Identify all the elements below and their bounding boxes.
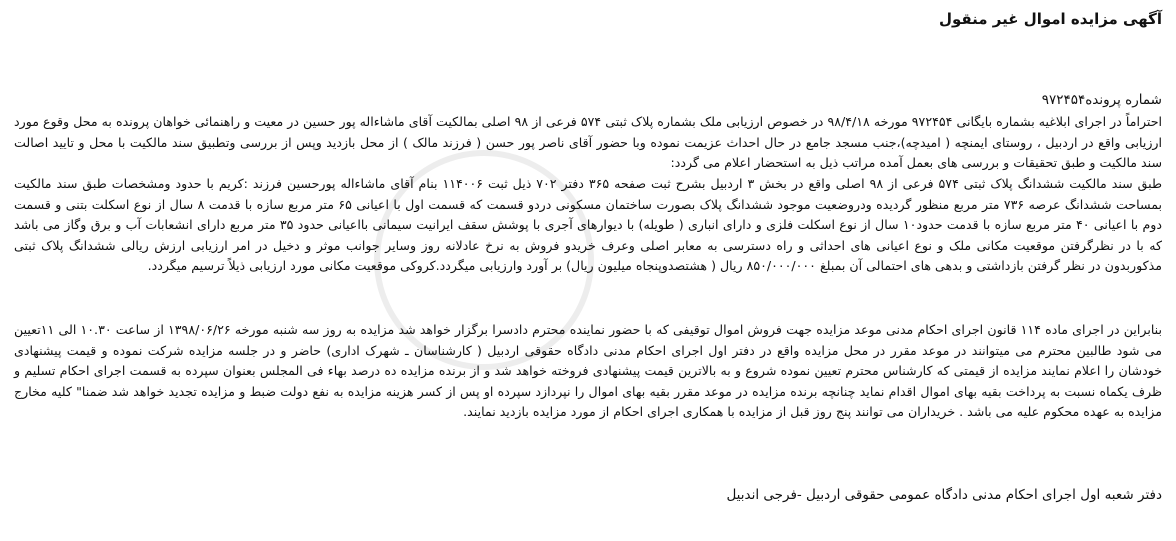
paragraph-property-details: طبق سند مالکیت ششدانگ پلاک ثبتی ۵۷۴ فرعی از ۹۸ اصلی واقع در بخش ۳ اردبیل بشرح ثبت صفحه ۳۶۵ دفتر ۷۰۲ ذیل ثبت ۱۱۴۰۰۶ بنام آقای ماشاءاله پورحسین فرزند :کریم با حدود ومشخصات طبق سند مالکیت بمساحت ششدانگ عرصه ۷۳۶ متر مربع منظور گردیده ودروضعیت موجود ششدانگ پلاک بصورت ساختمان مسکونی دردو قسمت که قسمت اول با اعیانی ۶۵ متر مربع سازه با قدمت ۸ سال از نوع اسکلت بتنی و قسمت دوم با اعیانی ۴۰ متر مربع سازه با قدمت حدود۱۰ سال از نوع اسکلت فلزی و دارای انباری ( طویله) با دیوارهای آجری با پوشش سقف ایرانیت سیمانی بااعیانی حدود ۳۵ متر مربع دارای انشعابات آب و برق وگاز می باشد که با در نظرگرفتن موقعیت مکانی ملک و نوع اعیانی های احداثی و راه دسترسی به معابر اصلی وعرف خریدو فروش به نرخ عادلانه روز وسایر جوانب موثر و دخیل در امر ارزیابی ارزش ریالی ششدانگ پلاک ثبتی مذکوربدون در نظر گرفتن بازداشتی و بدهی های احتمالی آن بمبلغ ۸۵۰/۰۰۰/۰۰۰ ریال ( هشتصدوپنجاه میلیون ریال) بر آورد وارزیابی میگردد.کروکی موقعیت مکانی مورد ارزیابی ذیلاً ترسیم میگردد. [14,176,1163,274]
case-number: شماره پرونده۹۷۲۴۵۴ [1041,92,1162,108]
paragraph-auction-terms: بنابراین در اجرای ماده ۱۱۴ قانون اجرای احکام مدنی موعد مزایده جهت فروش اموال توقیفی که با حضور نماینده محترم دادسرا برگزار خواهد شد مزایده به روز سه شنبه مورخه ۱۳۹۸/۰۶/۲۶ از ساعت ۱۰.۳۰ الی ۱۱تعیین می شود طالبین محترم می میتوانند در موعد مقرر در محل مزایده واقع در دفتر اول اجرای احکام مدنی دادگاه حقوقی اردبیل ( کارشناسان ـ شهرک اداری) حاضر و در جلسه مزایده شرکت نموده و قیمت پیشنهادی خودشان را اعلام نمایند مزایده از قیمتی که کارشناس محترم تعیین نموده شروع و به بالاترین قیمت پیشنهادی فروخته خواهد شد و از برنده مزایده ده درصد بهاء فی المجلس بعنوان سپرده به قسمت اجرای احکام تسلیم و ظرف یکماه نسبت به پرداخت بقیه بهای اموال اقدام نماید چنانچه برنده مزایده در موعد مقرر بقیه بهای اموال را نپردازد سپرده او پس از کسر هزینه مزایده به نفع دولت ضبط و مزایده تجدید خواهد شد ضمنا" کلیه مخارج مزایده به عهده محکوم علیه می باشد . خریداران می توانند پنج روز قبل از مزایده با همکاری اجرای احکام از مورد مزایده بازدید نمایند. [14,322,1162,420]
notice-title: آگهی مزایده اموال غیر منقول [938,10,1162,28]
notice-page [14,0,1162,541]
footer-office: دفتر شعبه اول اجرای احکام مدنی دادگاه عمومی حقوقی اردبیل -فرجی اندبیل [726,487,1162,503]
paragraph-inspection: احتراماً در اجرای ابلاغیه بشماره بایگانی ۹۷۲۴۵۴ مورخه ۹۸/۴/۱۸ در خصوص ارزیابی ملک بشماره پلاک ثبتی ۵۷۴ فرعی از ۹۸ اصلی بمالکیت آقای ماشاءاله پور حسین در معیت و راهنمائی خواهان پرونده به محل وقوع مورد ارزیابی واقع در اردبیل ، روستای ایمنچه ( امیدچه)،جنب مسجد جامع در حال احداث عزیمت نموده وبا حضور آقای ناصر پور حسن ( فرزند مالک ) از محل بازدید وپس از بررسی وتطبیق سند مالکیت با محل و تایید اصالت سند مالکیت و طبق تحقیقات و بررسی های بعمل آمده مراتب ذیل به استحضار اعلام می گردد: [14,114,1163,171]
